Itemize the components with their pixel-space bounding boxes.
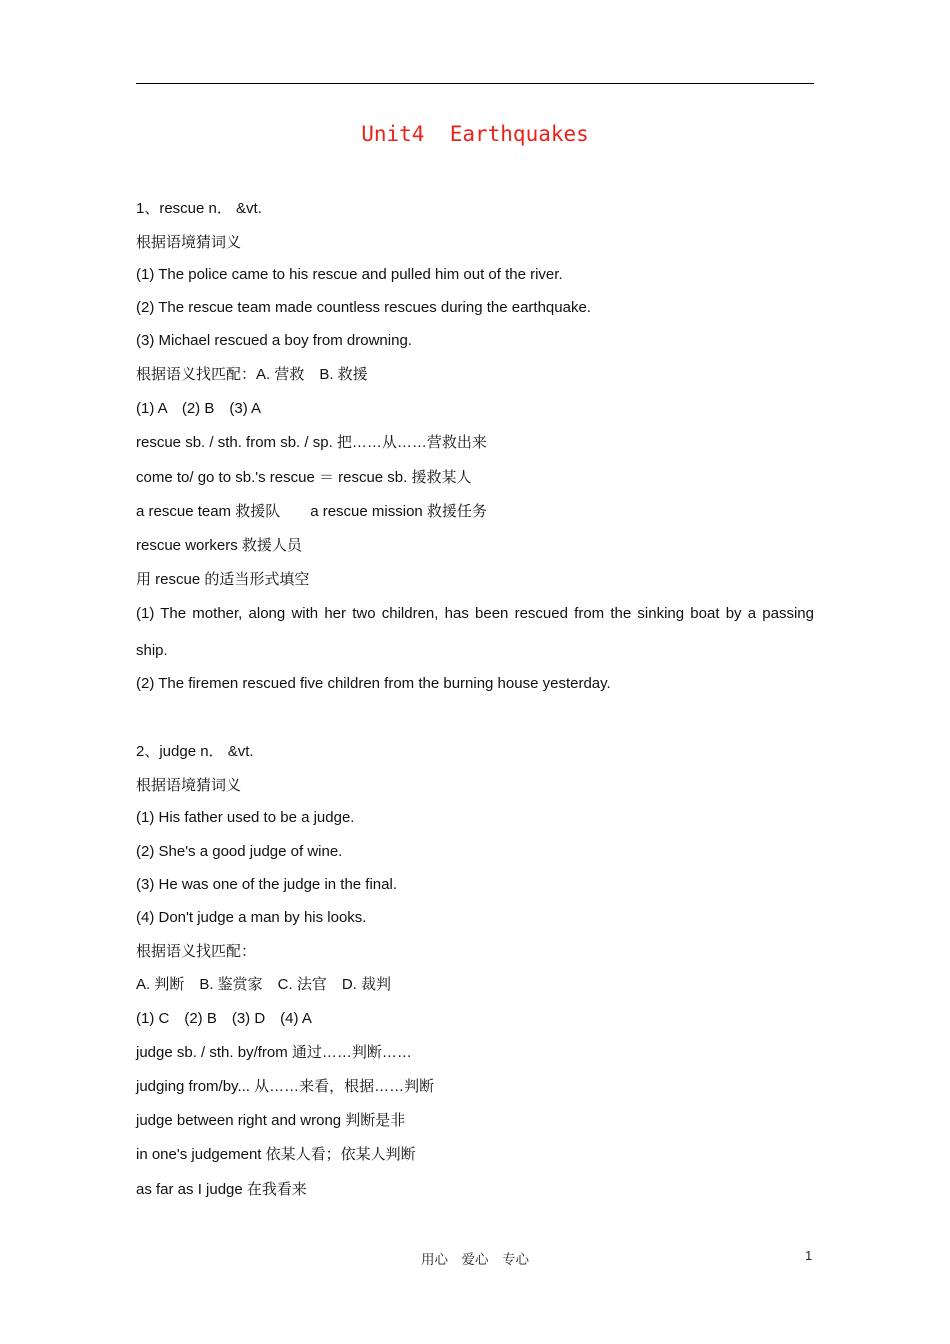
phrase-line: judge between right and wrong 判断是非: [136, 1112, 406, 1129]
page-title: Unit4 Earthquakes: [361, 122, 589, 146]
example-sentence: (1) The police came to his rescue and pulled him out of the river.: [136, 266, 563, 283]
exercise-sentence: (2) The firemen rescued five children from the burning house yesterday.: [136, 675, 611, 692]
page-number: 1: [805, 1248, 813, 1263]
example-sentence: (1) His father used to be a judge.: [136, 809, 355, 826]
phrase-line: as far as I judge 在我看来: [136, 1181, 307, 1198]
example-sentence: (2) She's a good judge of wine.: [136, 843, 343, 860]
match-answers: (1) A (2) B (3) A: [136, 400, 262, 417]
phrase-line: a rescue team 救援队 a rescue mission 救援任务: [136, 503, 487, 520]
page-footer: 用心 爱心 专心: [421, 1252, 529, 1267]
example-sentence: (3) Michael rescued a boy from drowning.: [136, 332, 412, 349]
phrase-line: rescue workers 救援人员: [136, 537, 302, 554]
phrase-line: come to/ go to sb.'s rescue ＝ rescue sb. 援救某人: [136, 469, 472, 486]
exercise-sentence: (1) The mother, along with her two children, has been rescued from the sinking boat by a passing: [136, 605, 814, 622]
guess-meaning-label: 根据语境猜词义: [136, 777, 242, 794]
example-sentence: (2) The rescue team made countless rescues during the earthquake.: [136, 299, 591, 316]
phrase-line: judge sb. / sth. by/from 通过……判断……: [136, 1044, 412, 1061]
match-options: A. 判断 B. 鉴赏家 C. 法官 D. 裁判: [136, 976, 392, 993]
header-rule: [136, 83, 814, 84]
match-label: 根据语义找匹配：: [136, 943, 257, 960]
section-2-heading: 2、judge n． &vt.: [136, 743, 254, 760]
phrase-line: judging from/by... 从……来看，根据……判断: [136, 1078, 435, 1095]
match-answers: (1) C (2) B (3) D (4) A: [136, 1010, 312, 1027]
guess-meaning-label: 根据语境猜词义: [136, 234, 242, 251]
fill-blank-label: 用 rescue 的适当形式填空: [136, 571, 310, 588]
example-sentence: (4) Don't judge a man by his looks.: [136, 909, 367, 926]
exercise-sentence-continued: ship.: [136, 642, 168, 659]
phrase-line: in one's judgement 依某人看；依某人判断: [136, 1146, 416, 1163]
match-options: 根据语义找匹配：A. 营救 B. 救援: [136, 366, 368, 383]
phrase-line: rescue sb. / sth. from sb. / sp. 把……从……营救出来: [136, 434, 487, 451]
section-1-heading: 1、rescue n． &vt.: [136, 200, 262, 217]
example-sentence: (3) He was one of the judge in the final.: [136, 876, 397, 893]
